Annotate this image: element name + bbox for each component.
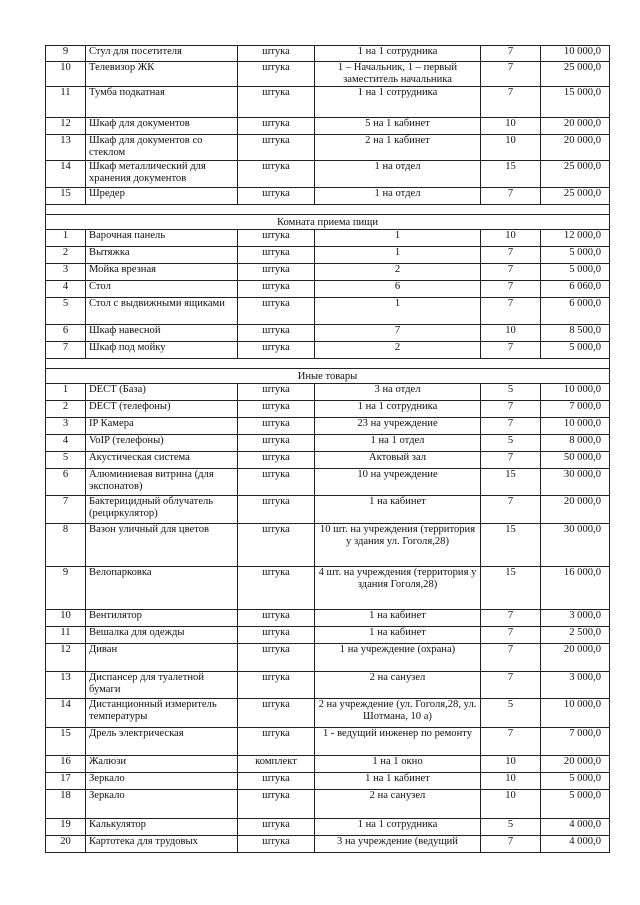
table-row	[46, 644, 610, 672]
service-life-cell: 10	[481, 756, 541, 773]
item-name-cell: Мойка врезная	[86, 264, 238, 281]
service-life-cell: 7	[481, 627, 541, 644]
spacer-row	[46, 359, 610, 369]
table-row	[46, 264, 610, 281]
service-life-cell: 10	[481, 118, 541, 135]
table-row	[46, 161, 610, 188]
row-number-cell: 14	[46, 699, 86, 728]
table-row	[46, 384, 610, 401]
service-life-cell: 5	[481, 435, 541, 452]
price-cell: 10 000,0	[541, 699, 610, 728]
unit-cell: штука	[238, 230, 315, 247]
table-row	[46, 435, 610, 452]
row-number-cell: 14	[46, 161, 86, 188]
row-number-cell: 20	[46, 836, 86, 853]
row-number-cell: 2	[46, 401, 86, 418]
service-life-cell: 7	[481, 452, 541, 469]
service-life-cell: 10	[481, 135, 541, 161]
item-name-cell: IP Камера	[86, 418, 238, 435]
service-life-cell: 7	[481, 62, 541, 87]
item-name-cell: Шкаф под мойку	[86, 342, 238, 359]
norm-cell: 1 на 1 кабинет	[315, 773, 481, 790]
table-row	[46, 836, 610, 853]
table-row	[46, 281, 610, 298]
row-number-cell: 1	[46, 384, 86, 401]
item-name-cell: DECT (телефоны)	[86, 401, 238, 418]
unit-cell: штука	[238, 699, 315, 728]
service-life-cell: 7	[481, 672, 541, 699]
unit-cell: штука	[238, 298, 315, 325]
row-number-cell: 12	[46, 644, 86, 672]
price-cell: 20 000,0	[541, 135, 610, 161]
norm-cell: 5 на 1 кабинет	[315, 118, 481, 135]
table-row	[46, 247, 610, 264]
table-row	[46, 342, 610, 359]
item-name-cell: Вешалка для одежды	[86, 627, 238, 644]
price-cell: 25 000,0	[541, 62, 610, 87]
service-life-cell: 7	[481, 264, 541, 281]
row-number-cell: 11	[46, 627, 86, 644]
norm-cell: 1 на учреждение (охрана)	[315, 644, 481, 672]
row-number-cell: 10	[46, 62, 86, 87]
unit-cell: штука	[238, 672, 315, 699]
spacer-row	[46, 205, 610, 215]
table-row	[46, 728, 610, 756]
unit-cell: штука	[238, 790, 315, 819]
unit-cell: штука	[238, 188, 315, 205]
table-row	[46, 819, 610, 836]
table-row	[46, 118, 610, 135]
item-name-cell: Тумба подкатная	[86, 87, 238, 118]
table-row	[46, 496, 610, 524]
price-cell: 8 500,0	[541, 325, 610, 342]
item-name-cell: Диспансер для туалетной бумаги	[86, 672, 238, 699]
unit-cell: штука	[238, 644, 315, 672]
table-row	[46, 524, 610, 567]
row-number-cell: 3	[46, 264, 86, 281]
item-name-cell: Зеркало	[86, 790, 238, 819]
service-life-cell: 10	[481, 325, 541, 342]
price-cell: 4 000,0	[541, 836, 610, 853]
norm-cell: 10 шт. на учреждения (территория у здания ул. Гоголя,28)	[315, 524, 481, 567]
unit-cell: штука	[238, 325, 315, 342]
norm-cell: 1	[315, 298, 481, 325]
table-row	[46, 401, 610, 418]
norm-cell: 2 на санузел	[315, 672, 481, 699]
table-row	[46, 773, 610, 790]
table-row	[46, 418, 610, 435]
unit-cell: штука	[238, 836, 315, 853]
service-life-cell: 7	[481, 728, 541, 756]
row-number-cell: 7	[46, 342, 86, 359]
table-row	[46, 672, 610, 699]
unit-cell: штука	[238, 418, 315, 435]
item-name-cell: Зеркало	[86, 773, 238, 790]
price-cell: 5 000,0	[541, 773, 610, 790]
unit-cell: штука	[238, 728, 315, 756]
price-cell: 3 000,0	[541, 610, 610, 627]
norm-cell: 2 на 1 кабинет	[315, 135, 481, 161]
price-cell: 10 000,0	[541, 384, 610, 401]
unit-cell: штука	[238, 46, 315, 62]
price-cell: 25 000,0	[541, 161, 610, 188]
table-row	[46, 452, 610, 469]
item-name-cell: Телевизор ЖК	[86, 62, 238, 87]
item-name-cell: Калькулятор	[86, 819, 238, 836]
unit-cell: штука	[238, 87, 315, 118]
norm-cell: 1 – Начальник, 1 – первый заместитель начальника	[315, 62, 481, 87]
service-life-cell: 5	[481, 384, 541, 401]
service-life-cell: 10	[481, 773, 541, 790]
unit-cell: штука	[238, 496, 315, 524]
row-number-cell: 7	[46, 496, 86, 524]
price-cell: 20 000,0	[541, 496, 610, 524]
table-row	[46, 46, 610, 62]
unit-cell: штука	[238, 62, 315, 87]
unit-cell: штука	[238, 118, 315, 135]
price-cell: 8 000,0	[541, 435, 610, 452]
row-number-cell: 15	[46, 188, 86, 205]
item-name-cell: Картотека для трудовых	[86, 836, 238, 853]
service-life-cell: 7	[481, 298, 541, 325]
unit-cell: штука	[238, 401, 315, 418]
norm-cell: 2	[315, 342, 481, 359]
norm-cell: 1 на 1 сотрудника	[315, 401, 481, 418]
unit-cell: штука	[238, 264, 315, 281]
service-life-cell: 15	[481, 469, 541, 496]
unit-cell: штука	[238, 819, 315, 836]
section-header	[46, 215, 610, 230]
item-name-cell: Бактерицидный облучатель (рециркулятор)	[86, 496, 238, 524]
row-number-cell: 16	[46, 756, 86, 773]
norm-cell: 1	[315, 247, 481, 264]
service-life-cell: 7	[481, 644, 541, 672]
service-life-cell: 7	[481, 401, 541, 418]
table-row	[46, 627, 610, 644]
row-number-cell: 9	[46, 46, 86, 62]
price-cell: 12 000,0	[541, 230, 610, 247]
item-name-cell: Стул для посетителя	[86, 46, 238, 62]
norm-cell: 2	[315, 264, 481, 281]
norm-cell: 1 на 1 окно	[315, 756, 481, 773]
item-name-cell: Шредер	[86, 188, 238, 205]
table-row	[46, 756, 610, 773]
price-cell: 4 000,0	[541, 819, 610, 836]
service-life-cell: 5	[481, 819, 541, 836]
item-name-cell: Варочная панель	[86, 230, 238, 247]
item-name-cell: VoIP (телефоны)	[86, 435, 238, 452]
item-name-cell: Стол с выдвижными ящиками	[86, 298, 238, 325]
table-row	[46, 87, 610, 118]
norm-cell: 6	[315, 281, 481, 298]
price-cell: 7 000,0	[541, 401, 610, 418]
row-number-cell: 2	[46, 247, 86, 264]
price-cell: 6 060,0	[541, 281, 610, 298]
norm-cell: 10 на учреждение	[315, 469, 481, 496]
norm-cell: 1 на 1 сотрудника	[315, 87, 481, 118]
price-cell: 10 000,0	[541, 418, 610, 435]
price-cell: 15 000,0	[541, 87, 610, 118]
unit-cell: штука	[238, 524, 315, 567]
norm-cell: 3 на отдел	[315, 384, 481, 401]
norm-cell: 7	[315, 325, 481, 342]
row-number-cell: 6	[46, 325, 86, 342]
table-row	[46, 135, 610, 161]
item-name-cell: Дрель электрическая	[86, 728, 238, 756]
norm-cell: 2 на санузел	[315, 790, 481, 819]
item-name-cell: Дистанционный измеритель температуры	[86, 699, 238, 728]
section-header	[46, 369, 610, 384]
service-life-cell: 10	[481, 230, 541, 247]
row-number-cell: 9	[46, 567, 86, 610]
table-row	[46, 790, 610, 819]
norm-cell: 1 на кабинет	[315, 627, 481, 644]
item-name-cell: Шкаф для документов со стеклом	[86, 135, 238, 161]
unit-cell: штука	[238, 452, 315, 469]
row-number-cell: 10	[46, 610, 86, 627]
unit-cell: штука	[238, 281, 315, 298]
section-title: Иные товары	[46, 369, 610, 384]
service-life-cell: 15	[481, 567, 541, 610]
price-cell: 5 000,0	[541, 342, 610, 359]
unit-cell: штука	[238, 342, 315, 359]
unit-cell: штука	[238, 627, 315, 644]
unit-cell: штука	[238, 567, 315, 610]
row-number-cell: 11	[46, 87, 86, 118]
unit-cell: штука	[238, 773, 315, 790]
item-name-cell: Вазон уличный для цветов	[86, 524, 238, 567]
service-life-cell: 7	[481, 836, 541, 853]
service-life-cell: 7	[481, 342, 541, 359]
service-life-cell: 7	[481, 87, 541, 118]
item-name-cell: Велопарковка	[86, 567, 238, 610]
table-row	[46, 567, 610, 610]
norm-cell: 1 на кабинет	[315, 610, 481, 627]
price-cell: 10 000,0	[541, 46, 610, 62]
price-cell: 20 000,0	[541, 118, 610, 135]
price-cell: 16 000,0	[541, 567, 610, 610]
item-name-cell: Шкаф металлический для хранения документов	[86, 161, 238, 188]
table-row	[46, 62, 610, 87]
price-cell: 6 000,0	[541, 298, 610, 325]
price-cell: 2 500,0	[541, 627, 610, 644]
price-cell: 50 000,0	[541, 452, 610, 469]
row-number-cell: 12	[46, 118, 86, 135]
service-life-cell: 7	[481, 188, 541, 205]
table-row	[46, 230, 610, 247]
table-row	[46, 188, 610, 205]
norm-cell: 1 на отдел	[315, 188, 481, 205]
norm-cell: 1 на 1 сотрудника	[315, 819, 481, 836]
service-life-cell: 7	[481, 46, 541, 62]
price-cell: 5 000,0	[541, 264, 610, 281]
row-number-cell: 3	[46, 418, 86, 435]
price-cell: 7 000,0	[541, 728, 610, 756]
item-name-cell: Диван	[86, 644, 238, 672]
price-cell: 30 000,0	[541, 524, 610, 567]
row-number-cell: 1	[46, 230, 86, 247]
row-number-cell: 4	[46, 281, 86, 298]
norm-cell: 1 - ведущий инженер по ремонту	[315, 728, 481, 756]
norm-cell: 1 на отдел	[315, 161, 481, 188]
row-number-cell: 15	[46, 728, 86, 756]
norm-cell: 1 на 1 отдел	[315, 435, 481, 452]
service-life-cell: 10	[481, 790, 541, 819]
table-row	[46, 298, 610, 325]
norm-cell: 1	[315, 230, 481, 247]
table-row	[46, 469, 610, 496]
item-name-cell: Алюминиевая витрина (для экспонатов)	[86, 469, 238, 496]
unit-cell: штука	[238, 161, 315, 188]
service-life-cell: 7	[481, 281, 541, 298]
norm-cell: Актовый зал	[315, 452, 481, 469]
table-row	[46, 610, 610, 627]
table-row	[46, 325, 610, 342]
unit-cell: штука	[238, 384, 315, 401]
service-life-cell: 5	[481, 699, 541, 728]
unit-cell: штука	[238, 435, 315, 452]
row-number-cell: 18	[46, 790, 86, 819]
service-life-cell: 15	[481, 524, 541, 567]
norm-cell: 4 шт. на учреждения (территория у здания Гоголя,28)	[315, 567, 481, 610]
price-cell: 3 000,0	[541, 672, 610, 699]
table-row	[46, 699, 610, 728]
item-name-cell: Вытяжка	[86, 247, 238, 264]
service-life-cell: 7	[481, 418, 541, 435]
row-number-cell: 13	[46, 135, 86, 161]
item-name-cell: Стол	[86, 281, 238, 298]
price-cell: 30 000,0	[541, 469, 610, 496]
row-number-cell: 5	[46, 452, 86, 469]
unit-cell: штука	[238, 135, 315, 161]
row-number-cell: 13	[46, 672, 86, 699]
service-life-cell: 15	[481, 161, 541, 188]
norm-cell: 23 на учреждение	[315, 418, 481, 435]
item-name-cell: Шкаф навесной	[86, 325, 238, 342]
unit-cell: комплект	[238, 756, 315, 773]
price-cell: 5 000,0	[541, 247, 610, 264]
norm-cell: 1 на кабинет	[315, 496, 481, 524]
price-cell: 20 000,0	[541, 756, 610, 773]
norm-cell: 1 на 1 сотрудника	[315, 46, 481, 62]
row-number-cell: 8	[46, 524, 86, 567]
row-number-cell: 4	[46, 435, 86, 452]
norm-cell: 3 на учреждение (ведущий	[315, 836, 481, 853]
unit-cell: штука	[238, 610, 315, 627]
section-title: Комната приема пищи	[46, 215, 610, 230]
service-life-cell: 7	[481, 247, 541, 264]
price-cell: 25 000,0	[541, 188, 610, 205]
row-number-cell: 19	[46, 819, 86, 836]
unit-cell: штука	[238, 469, 315, 496]
price-cell: 20 000,0	[541, 644, 610, 672]
row-number-cell: 5	[46, 298, 86, 325]
item-name-cell: Акустическая система	[86, 452, 238, 469]
item-name-cell: Шкаф для документов	[86, 118, 238, 135]
service-life-cell: 7	[481, 610, 541, 627]
norm-cell: 2 на учреждение (ул. Гоголя,28, ул. Шотмана, 10 а)	[315, 699, 481, 728]
price-cell: 5 000,0	[541, 790, 610, 819]
service-life-cell: 7	[481, 496, 541, 524]
items-table	[45, 45, 610, 853]
item-name-cell: Вентилятор	[86, 610, 238, 627]
item-name-cell: Жалюзи	[86, 756, 238, 773]
row-number-cell: 17	[46, 773, 86, 790]
unit-cell: штука	[238, 247, 315, 264]
item-name-cell: DECT (База)	[86, 384, 238, 401]
row-number-cell: 6	[46, 469, 86, 496]
